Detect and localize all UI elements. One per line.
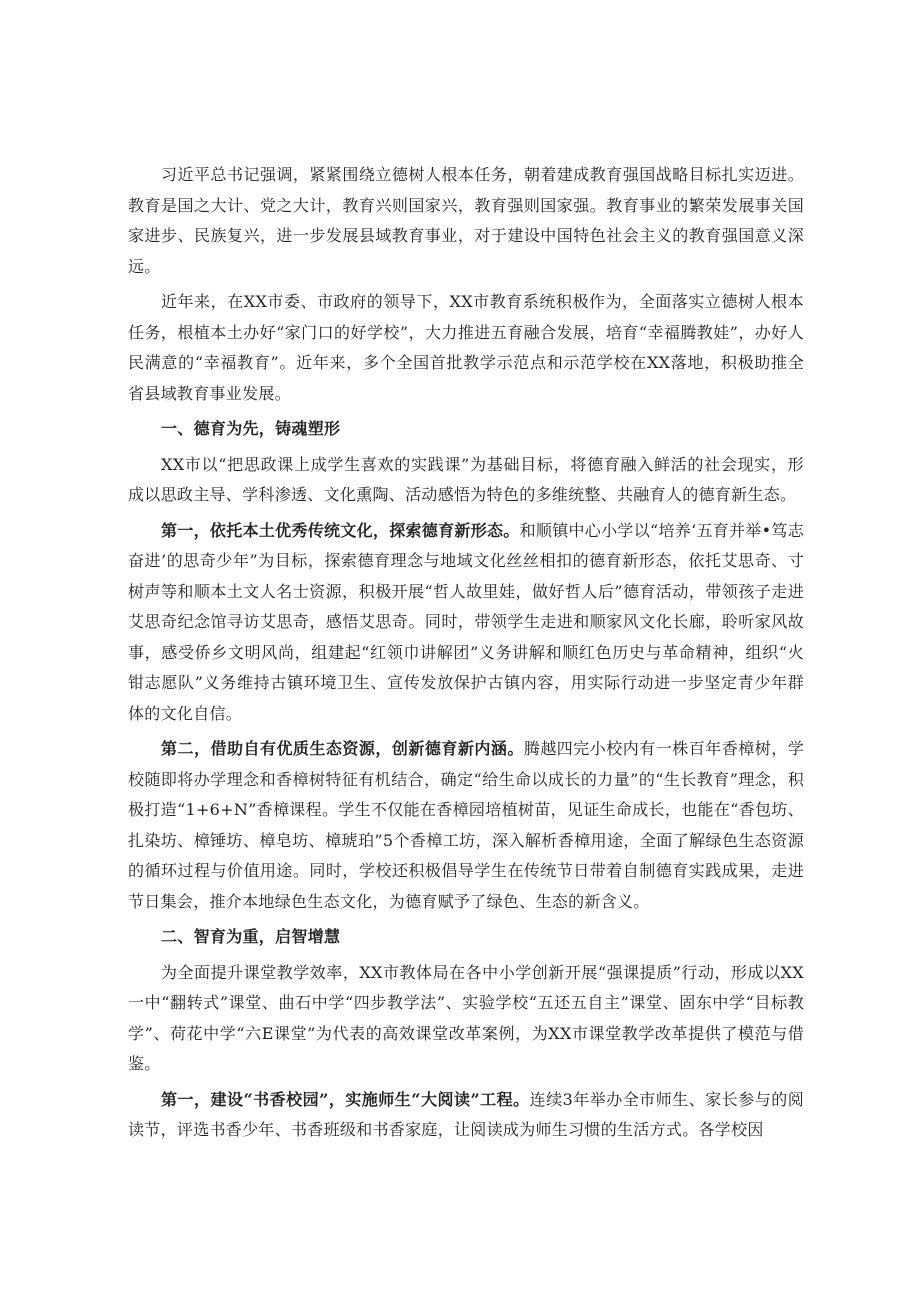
- intellect-point-1-body: 连续3年举办全市师生、家长参与的阅读节，评选书香少年、书香班级和书香家庭，让阅读成为师生习惯的生活方式。各学校因: [128, 1089, 805, 1139]
- intellect-point-1-lead: 第一，建设“书香校园”，实施师生“大阅读”工程。: [161, 1089, 530, 1109]
- moral-point-1-body: 和顺镇中心小学以“培养‘五育并举•笃志奋进’的思奇少年”为目标，探索德育理念与地域文化丝丝相扣的德育新形态，依托艾思奇、寸树声等和顺本土文人名士资源，积极开展“哲人故里娃，做好哲人后”德育活动，带领孩子走进艾思奇纪念馆寻访艾思奇，感悟艾思奇。同时，带领学生走进和顺家风文化长廊，聆听家风故事，感受侨乡文明风尚，组建起“红领巾讲解团”义务讲解和顺红色历史与革命精神，组织“火钳志愿队”义务维持古镇环境卫生、宣传发放保护古镇内容，用实际行动进一步坚定青少年群体的文化自信。: [128, 520, 805, 723]
- moral-intro-paragraph: XX市以“把思政课上成学生喜欢的实践课”为基础目标，将德育融入鲜活的社会现实，形成以思政主导、学科渗透、文化熏陶、活动感悟为特色的多维统整、共融育人的德育新生态。: [128, 454, 804, 504]
- moral-point-1-paragraph: [128, 516, 804, 730]
- intellect-intro-paragraph: 为全面提升课堂教学效率，XX市教体局在各中小学创新开展“强课提质”行动，形成以XX一中“翻转式”课堂、曲石中学“四步教学法”、实验学校“五还五自主”课堂、固东中学“目标教学”、荷花中学“六E课堂”为代表的高效课堂改革案例，为XX市课堂教学改革提供了模范与借鉴。: [128, 962, 804, 1073]
- moral-point-2-paragraph: [128, 734, 804, 917]
- overview-paragraph: 近年来，在XX市委、市政府的领导下，XX市教育系统积极作为，全面落实立德树人根本任务，根植本土办好“家门口的好学校”，大力推进五育融合发展，培育“幸福腾教娃”，办好人民满意的“幸福教育”。近年来，多个全国首批教学示范点和示范学校在XX落地，积极助推全省县域教育事业发展。: [128, 292, 804, 403]
- section-heading-moral: 一、德育为先，铸魂塑形: [161, 419, 341, 438]
- intellect-point-1-paragraph: [128, 1085, 804, 1146]
- moral-point-2-body: 腾越四完小校内有一株百年香樟树，学校随即将办学理念和香樟树特征有机结合，确定“给生命以成长的力量”的“生长教育”理念，积极打造“1+6+N”香樟课程。学生不仅能在香樟园培植树苗，见证生命成长，也能在“香包坊、扎染坊、樟锤坊、樟皂坊、樟琥珀”5个香樟工坊，深入解析香樟用途，全面了解绿色生态资源的循环过程与价值用途。同时，学校还积极倡导学生在传统节日带着自制德育实践成果，走进节日集会，推介本地绿色生态文化，为德育赋予了绿色、生态的新含义。: [128, 739, 804, 911]
- moral-point-1-lead: 第一，依托本土优秀传统文化，探索德育新形态。: [161, 520, 520, 540]
- section-heading-intellect: 二、智育为重，启智增慧: [161, 927, 341, 946]
- intro-paragraph: 习近平总书记强调，紧紧围绕立德树人根本任务，朝着建成教育强国战略目标扎实迈进。教育是国之大计、党之大计，教育兴则国家兴，教育强则国家强。教育事业的繁荣发展事关国家进步、民族复兴，进一步发展县域教育事业，对于建设中国特色社会主义的教育强国意义深远。: [128, 165, 804, 276]
- document-page: [128, 160, 804, 1151]
- moral-point-2-lead: 第二，借助自有优质生态资源，创新德育新内涵。: [161, 739, 524, 758]
